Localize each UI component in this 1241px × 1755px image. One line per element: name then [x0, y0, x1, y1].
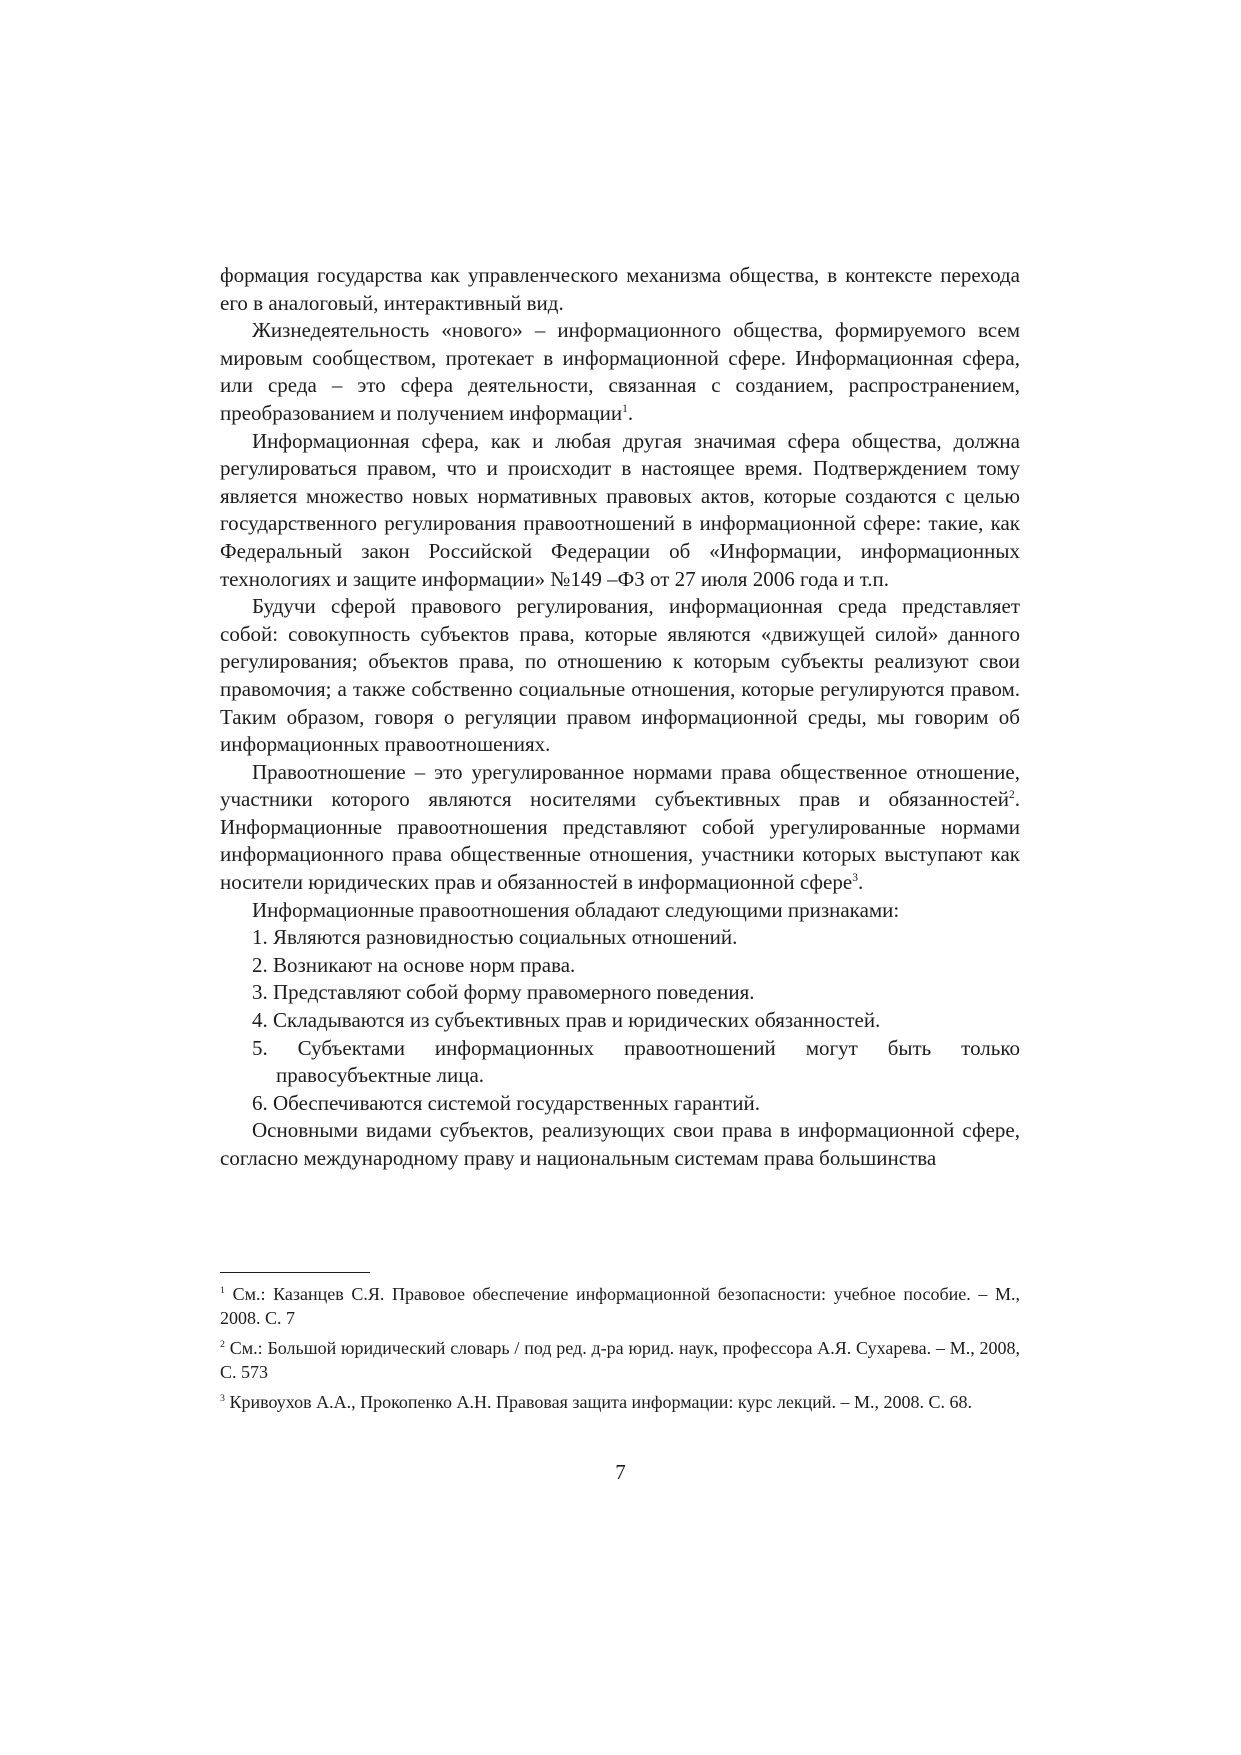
page-number: 7 — [615, 1460, 626, 1484]
paragraph: Будучи сферой правового регулирования, информационная среда представляет собой: совокупность субъектов права, которые являются «движущей силой» данного регулирования; объектов права, по отношению к которым субъекты реализуют свои правомочия; а также собственно социальные отношения, которые регулируются правом. Таким образом, говоря о регуляции правом информационной среды, мы говорим об информационных правоотношениях. — [220, 594, 1020, 757]
footnote: $^3$ Кривоухов А.А., Прокопенко А.Н. Правовая защита информации: курс лекций. – М., 2008. С. 68. — [220, 1392, 972, 1412]
footnote-ref: 3 — [852, 872, 858, 885]
paragraph: Жизнедеятельность «нового» – информационного общества, формируемого всем мировым сообществом, протекает в информационной сфере. Информационная сфера, или среда – это сфера деятельности, связанная с созданием, распространением, преобразованием и получением информации$^1$. — [220, 318, 1020, 425]
footnotes — [220, 1282, 1020, 1420]
list-item: 2. Возникают на основе норм права. — [252, 952, 576, 977]
footnote-number: 3 — [220, 1393, 225, 1404]
list-item: 4. Складываются из субъективных прав и юридических обязанностей. — [252, 1008, 881, 1033]
list-item: 5. Субъектами информационных правоотношений могут быть только правосубъектные лица. — [252, 1035, 1020, 1088]
paragraph: Информационные правоотношения обладают следующими признаками: — [252, 897, 900, 922]
footnote-ref: 1 — [622, 402, 628, 415]
paragraph: формация государства как управленческого механизма общества, в контексте перехода его в аналоговый, интерактивный вид. — [220, 263, 1020, 315]
paragraph: Основными видами субъектов, реализующих свои права в информационной сфере, согласно международному праву и национальным системам права большинства — [220, 1118, 1020, 1170]
body-text — [220, 262, 1020, 1173]
list-item: 1. Являются разновидностью социальных отношений. — [252, 925, 738, 950]
footnote-ref: 2 — [1008, 789, 1015, 802]
footnote-number: 2 — [220, 1339, 225, 1350]
footnote: $^1$ См.: Казанцев С.Я. Правовое обеспечение информационной безопасности: учебное пособие. – М., 2008. С. 7 — [220, 1284, 1020, 1328]
list-item: 6. Обеспечиваются системой государственных гарантий. — [252, 1090, 760, 1115]
footnote-number: 1 — [220, 1285, 225, 1296]
footnote-divider — [220, 1272, 370, 1273]
paragraph: Информационная сфера, как и любая другая значимая сфера общества, должна регулироваться правом, что и происходит в настоящее время. Подтверждением тому является множество новых нормативных правовых актов, которые создаются с целью государственного регулирования правоотношений в информационной сфере: такие, как Федеральный закон Российской Федерации об «Информации, информационных технологиях и защите информации» №149 –ФЗ от 27 июля 2006 года и т.п. — [220, 428, 1020, 591]
footnote: $^2$ См.: Большой юридический словарь / под ред. д-ра юрид. наук, профессора А.Я. Сухарева. – М., 2008, С. 573 — [220, 1338, 1020, 1382]
paragraph: Правоотношение – это урегулированное нормами права общественное отношение, участники которого являются носителями субъективных прав и обязанностей$^2$. Информационные правоотношения представляют собой урегулированные нормами информационного права общественные отношения, участники которых выступают как носители юридических прав и обязанностей в информационной сфере$^3$. — [220, 759, 1020, 895]
list-item: 3. Представляют собой форму правомерного поведения. — [252, 980, 755, 1005]
